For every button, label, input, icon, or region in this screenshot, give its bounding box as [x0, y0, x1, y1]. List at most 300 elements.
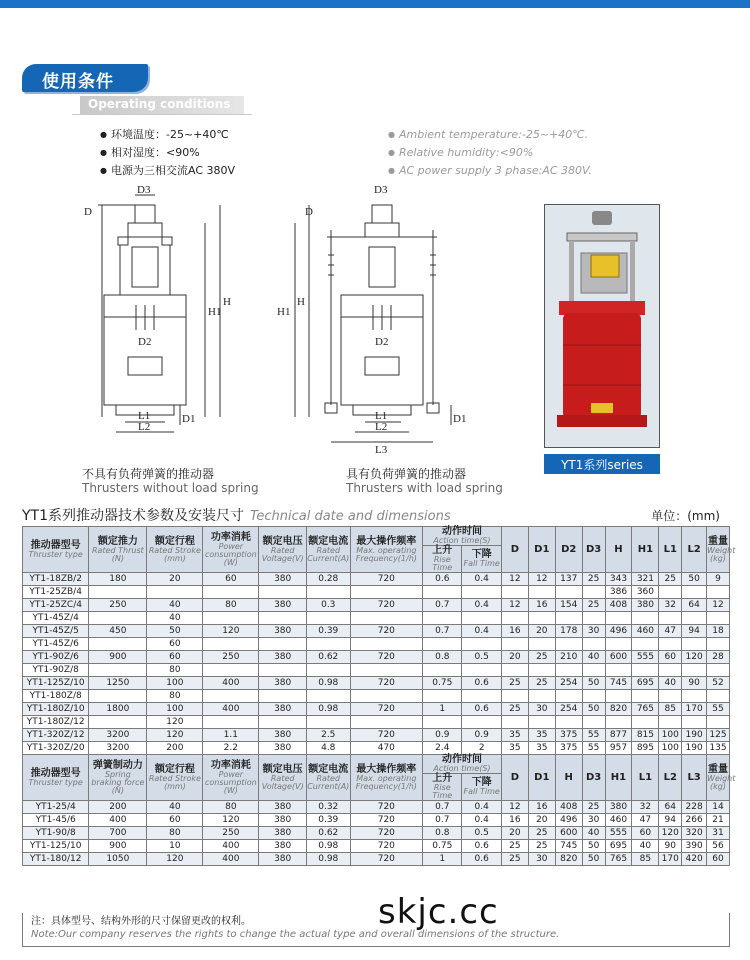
label-d3: D3: [137, 184, 151, 196]
table-cell: [582, 586, 605, 599]
table-cell: 0.75: [423, 677, 462, 690]
table-cell: [555, 690, 582, 703]
table-cell: [259, 612, 307, 625]
table-header-cell: D3: [582, 527, 605, 573]
table-cell: [147, 586, 203, 599]
table-cell: [203, 612, 259, 625]
table-row: [23, 703, 730, 716]
table-cell: 40: [582, 651, 605, 664]
thruster-drawing-with-spring: [275, 185, 475, 465]
table-cell: [605, 716, 632, 729]
table-cell: 0.5: [462, 827, 501, 840]
table-header-cell: H1: [632, 527, 659, 573]
table-header-cell: 推动器型号 Thruster type: [23, 527, 89, 573]
label-l1: L1: [375, 410, 388, 422]
table-cell: [462, 664, 501, 677]
table-cell: 25: [659, 573, 682, 586]
table-cell: 60: [147, 814, 203, 827]
table-cell: 80: [203, 599, 259, 612]
table-cell: 25: [501, 677, 528, 690]
table-cell: [307, 664, 351, 677]
table-cell: 380: [259, 625, 307, 638]
table-cell: 900: [89, 651, 147, 664]
table-cell: 12: [501, 599, 528, 612]
table-cell: [605, 612, 632, 625]
table-cell: 28: [707, 651, 730, 664]
table-cell: 0.7: [423, 599, 462, 612]
table-cell: 380: [259, 651, 307, 664]
table-cell: 20: [528, 814, 555, 827]
table-cell: 250: [203, 651, 259, 664]
table-row: [23, 573, 730, 586]
table-cell: 380: [632, 599, 659, 612]
label-d2: D2: [138, 336, 152, 348]
table-cell: YT1-45Z/5: [23, 625, 89, 638]
series-badge: YT1系列series: [544, 454, 660, 474]
table-cell: [632, 638, 659, 651]
table-cell: 745: [605, 677, 632, 690]
table-cell: [89, 664, 147, 677]
label-l2: L2: [375, 421, 388, 433]
table-cell: [632, 612, 659, 625]
table-cell: 170: [659, 853, 682, 866]
condition-cn-item: ● 环境温度：-25~+40℃: [100, 126, 235, 144]
table-cell: 0.7: [423, 625, 462, 638]
table-cell: 720: [350, 729, 423, 742]
table-cell: 200: [89, 801, 147, 814]
table-cell: [423, 638, 462, 651]
label-h1: H1: [208, 306, 222, 318]
table-cell: [707, 612, 730, 625]
table-cell: 380: [259, 801, 307, 814]
table-row: [23, 625, 730, 638]
table-cell: 40: [659, 677, 682, 690]
table-cell: [89, 690, 147, 703]
table-cell: 0.9: [462, 729, 501, 742]
table-cell: [203, 638, 259, 651]
table-cell: [659, 664, 682, 677]
top-bar: [0, 0, 750, 8]
table-cell: [259, 690, 307, 703]
table-cell: 90: [659, 840, 682, 853]
table-cell: 460: [605, 814, 632, 827]
table-cell: 4.8: [307, 742, 351, 755]
label-d1: D1: [182, 413, 196, 425]
table-cell: 555: [605, 827, 632, 840]
table-cell: [259, 664, 307, 677]
table-title-en: Technical date and dimensions: [250, 509, 451, 524]
table-row: [23, 729, 730, 742]
thruster-drawing-no-spring: [80, 185, 260, 465]
table-cell: 14: [707, 801, 730, 814]
table-cell: 137: [555, 573, 582, 586]
table-cell: [501, 612, 528, 625]
table-cell: 60: [707, 853, 730, 866]
table-cell: 21: [707, 814, 730, 827]
table-cell: [555, 638, 582, 651]
table-cell: [707, 664, 730, 677]
table-header-cell: L1: [632, 755, 659, 801]
table-header-cell: 下降 Fall Time: [462, 774, 501, 801]
table-header-cell: D3: [582, 755, 605, 801]
table-cell: 25: [582, 573, 605, 586]
table-cell: [605, 638, 632, 651]
table-cell: 720: [350, 827, 423, 840]
table-cell: [259, 638, 307, 651]
table-row: [23, 677, 730, 690]
table-cell: 20: [501, 827, 528, 840]
table-cell: 40: [147, 599, 203, 612]
label-h1: H1: [277, 306, 291, 318]
table-header-cell: 动作时间 Action time(S): [423, 527, 502, 546]
table-cell: 47: [632, 814, 659, 827]
table-cell: 55: [582, 742, 605, 755]
table-cell: 80: [147, 664, 203, 677]
table-header-cell: H: [555, 755, 582, 801]
table-cell: [555, 586, 582, 599]
table-header-cell: 额定电流 Rated Current(A): [307, 755, 351, 801]
section-subtitle: Operating conditions: [80, 96, 244, 114]
table-cell: YT1-320Z/12: [23, 729, 89, 742]
table-cell: [462, 690, 501, 703]
table-cell: 815: [632, 729, 659, 742]
table-cell: [707, 586, 730, 599]
table-cell: [89, 612, 147, 625]
label-h: H: [223, 296, 231, 308]
table-cell: [203, 690, 259, 703]
table-cell: YT1-90Z/6: [23, 651, 89, 664]
table-header-cell: 额定电压 Rated Voltage(V): [259, 755, 307, 801]
table-cell: 20: [501, 651, 528, 664]
table-title: [22, 505, 451, 525]
table-cell: [582, 716, 605, 729]
table-row: [23, 716, 730, 729]
table-cell: 720: [350, 814, 423, 827]
note: [22, 913, 730, 947]
table-cell: 25: [582, 599, 605, 612]
table-cell: 94: [659, 814, 682, 827]
table-cell: 720: [350, 853, 423, 866]
label-d2: D2: [375, 336, 389, 348]
table-cell: 31: [707, 827, 730, 840]
table-cell: [501, 586, 528, 599]
table-cell: 720: [350, 703, 423, 716]
table-header-cell: 额定行程 Rated Stroke (mm): [147, 755, 203, 801]
table-cell: 100: [659, 742, 682, 755]
table-cell: [682, 664, 707, 677]
table-cell: 50: [147, 625, 203, 638]
table-cell: 555: [632, 651, 659, 664]
table-cell: 400: [203, 840, 259, 853]
table-row: [23, 827, 730, 840]
table-cell: [307, 716, 351, 729]
table-cell: 1: [423, 703, 462, 716]
table-cell: 100: [147, 703, 203, 716]
condition-en-item: ● Ambient temperature:-25~+40℃.: [388, 126, 592, 144]
table-cell: 35: [501, 729, 528, 742]
table-cell: YT1-180Z/8: [23, 690, 89, 703]
table-cell: 900: [89, 840, 147, 853]
table-cell: 820: [605, 703, 632, 716]
table-cell: 400: [203, 853, 259, 866]
table-cell: [89, 638, 147, 651]
table-cell: 56: [707, 840, 730, 853]
table-cell: 745: [555, 840, 582, 853]
table-cell: 386: [605, 586, 632, 599]
table-cell: [682, 586, 707, 599]
table-cell: 30: [528, 703, 555, 716]
table-cell: 30: [582, 814, 605, 827]
table-cell: 0.6: [462, 677, 501, 690]
table-cell: [350, 664, 423, 677]
table-cell: [682, 612, 707, 625]
table-cell: [307, 638, 351, 651]
table-cell: YT1-180Z/10: [23, 703, 89, 716]
table-cell: 50: [582, 703, 605, 716]
table-cell: 12: [501, 573, 528, 586]
table-cell: YT1-125/10: [23, 840, 89, 853]
table-cell: 0.6: [462, 703, 501, 716]
table-cell: 60: [147, 651, 203, 664]
table-cell: 30: [528, 853, 555, 866]
table-cell: 120: [147, 729, 203, 742]
conditions-cn-list: [100, 126, 235, 180]
table-header-cell: 重量 Weight (kg): [707, 527, 730, 573]
table-cell: 94: [682, 625, 707, 638]
table-cell: 35: [528, 742, 555, 755]
table-cell: [659, 690, 682, 703]
table-cell: 12: [707, 599, 730, 612]
table-cell: 35: [528, 729, 555, 742]
table-cell: [555, 664, 582, 677]
table-cell: 120: [203, 814, 259, 827]
table-cell: 0.75: [423, 840, 462, 853]
table-header-cell: 上升 Rise Time: [423, 774, 462, 801]
table-cell: 180: [89, 573, 147, 586]
table-row: [23, 801, 730, 814]
table-cell: 380: [259, 814, 307, 827]
table-cell: 380: [259, 853, 307, 866]
table-cell: 120: [682, 651, 707, 664]
table-cell: [707, 716, 730, 729]
table-cell: 20: [147, 573, 203, 586]
table-cell: [682, 690, 707, 703]
table-cell: [707, 638, 730, 651]
table-cell: 190: [682, 729, 707, 742]
table-cell: [659, 586, 682, 599]
table-header-cell: L1: [659, 527, 682, 573]
table-cell: 52: [707, 677, 730, 690]
table-cell: 720: [350, 801, 423, 814]
caption-with-spring-cn: 具有负荷弹簧的推动器: [346, 467, 467, 481]
table-cell: 343: [605, 573, 632, 586]
table-cell: 30: [582, 625, 605, 638]
table-cell: 254: [555, 703, 582, 716]
table-cell: 2: [462, 742, 501, 755]
table-cell: 380: [605, 801, 632, 814]
table-cell: 12: [528, 573, 555, 586]
table-cell: 80: [203, 801, 259, 814]
table-header-cell: 额定行程 Rated Stroke (mm): [147, 527, 203, 573]
condition-cn-item: ● 电源为三相交流AC 380V: [100, 162, 235, 180]
table-header-cell: H1: [605, 755, 632, 801]
table-cell: 0.98: [307, 853, 351, 866]
table-row: [23, 599, 730, 612]
table-cell: [528, 586, 555, 599]
table-header-cell: 最大操作频率 Max. operating Frequency(1/h): [350, 755, 423, 801]
table-cell: [462, 638, 501, 651]
table-cell: 64: [682, 599, 707, 612]
table-cell: [659, 638, 682, 651]
table-cell: 380: [259, 573, 307, 586]
table-cell: 120: [659, 827, 682, 840]
table-cell: [423, 690, 462, 703]
label-l3: L3: [375, 444, 388, 456]
table-header-cell: D: [501, 755, 528, 801]
table-cell: [582, 664, 605, 677]
table-cell: 154: [555, 599, 582, 612]
table-cell: 0.98: [307, 677, 351, 690]
table-cell: 720: [350, 677, 423, 690]
table-cell: 0.8: [423, 651, 462, 664]
table-cell: 380: [259, 742, 307, 755]
table-cell: 0.6: [462, 853, 501, 866]
table-cell: [423, 716, 462, 729]
table-cell: 35: [501, 742, 528, 755]
table-cell: [555, 612, 582, 625]
condition-cn-item: ● 相对湿度：<90%: [100, 144, 235, 162]
table-cell: 496: [555, 814, 582, 827]
table-cell: [659, 612, 682, 625]
table-header-cell: 功率消耗 Power consumption (W): [203, 755, 259, 801]
table-cell: 0.62: [307, 651, 351, 664]
watermark: skjc.cc: [378, 892, 499, 932]
table-header-cell: 动作时间 Action time(S): [423, 755, 502, 774]
table-title-cn: YT1系列推动器技术参数及安装尺寸: [22, 508, 245, 524]
table-cell: [307, 586, 351, 599]
table-cell: 178: [555, 625, 582, 638]
table-cell: 0.8: [423, 827, 462, 840]
table-cell: 55: [707, 703, 730, 716]
table-cell: 50: [582, 853, 605, 866]
table-cell: [423, 664, 462, 677]
table-cell: [350, 690, 423, 703]
table-cell: [203, 586, 259, 599]
table-cell: 10: [147, 840, 203, 853]
table-header-cell: 最大操作频率 Max. operating Frequency(1/h): [350, 527, 423, 573]
table-cell: 321: [632, 573, 659, 586]
table-cell: 600: [555, 827, 582, 840]
table-row: [23, 651, 730, 664]
table-header-cell: D: [501, 527, 528, 573]
table-row: [23, 853, 730, 866]
table-cell: [307, 690, 351, 703]
table-row: [23, 638, 730, 651]
table-cell: [528, 716, 555, 729]
table-cell: 320: [682, 827, 707, 840]
table-cell: 90: [682, 677, 707, 690]
table-cell: [350, 638, 423, 651]
caption-no-spring-cn: 不具有负荷弹簧的推动器: [82, 467, 215, 481]
label-l2: L2: [138, 421, 151, 433]
table-cell: [203, 664, 259, 677]
table-cell: [89, 716, 147, 729]
table-cell: 420: [682, 853, 707, 866]
table-header-cell: D1: [528, 527, 555, 573]
table-cell: 400: [89, 814, 147, 827]
table-header-cell: 额定电压 Rated Voltage(V): [259, 527, 307, 573]
table-cell: 390: [682, 840, 707, 853]
table-cell: [462, 716, 501, 729]
table-header-cell: 额定电流 Rated Current(A): [307, 527, 351, 573]
table-cell: 228: [682, 801, 707, 814]
table-row: [23, 814, 730, 827]
table-header-cell: 下降 Fall Time: [462, 546, 501, 573]
table-cell: 765: [605, 853, 632, 866]
table-cell: [89, 586, 147, 599]
table-cell: 50: [582, 840, 605, 853]
table-cell: [555, 716, 582, 729]
label-d: D: [305, 206, 313, 218]
thruster-image: [545, 205, 659, 447]
table-cell: 360: [632, 586, 659, 599]
table-cell: 16: [528, 599, 555, 612]
table-cell: 100: [147, 677, 203, 690]
table-cell: [659, 716, 682, 729]
table-cell: 0.4: [462, 814, 501, 827]
table-cell: 380: [259, 677, 307, 690]
table-cell: 250: [89, 599, 147, 612]
table-cell: [682, 638, 707, 651]
table-cell: 40: [147, 801, 203, 814]
conditions-en-list: [388, 126, 592, 180]
table-cell: YT1-180/12: [23, 853, 89, 866]
table-cell: 50: [682, 573, 707, 586]
table-cell: 0.39: [307, 814, 351, 827]
table-cell: 695: [632, 677, 659, 690]
table-cell: 720: [350, 625, 423, 638]
label-h: H: [297, 296, 305, 308]
table-cell: 100: [659, 729, 682, 742]
table-cell: [528, 612, 555, 625]
table-cell: 820: [555, 853, 582, 866]
table-cell: [582, 612, 605, 625]
table-row: [23, 690, 730, 703]
table-cell: 408: [555, 801, 582, 814]
table-cell: 125: [707, 729, 730, 742]
table-cell: 408: [605, 599, 632, 612]
table-cell: YT1-45Z/6: [23, 638, 89, 651]
table-cell: 20: [528, 625, 555, 638]
table-cell: [350, 586, 423, 599]
table-header-cell: L2: [659, 755, 682, 801]
table-cell: 720: [350, 651, 423, 664]
table-cell: 3200: [89, 729, 147, 742]
table-cell: 80: [147, 690, 203, 703]
table-cell: 496: [605, 625, 632, 638]
table-cell: [501, 638, 528, 651]
table-cell: [632, 690, 659, 703]
table-cell: [501, 690, 528, 703]
table-cell: 400: [203, 677, 259, 690]
table-cell: YT1-25/4: [23, 801, 89, 814]
label-d1: D1: [453, 413, 467, 425]
table-cell: [632, 716, 659, 729]
table-cell: 1: [423, 853, 462, 866]
table-cell: [528, 664, 555, 677]
table-cell: 47: [659, 625, 682, 638]
table-cell: 200: [147, 742, 203, 755]
